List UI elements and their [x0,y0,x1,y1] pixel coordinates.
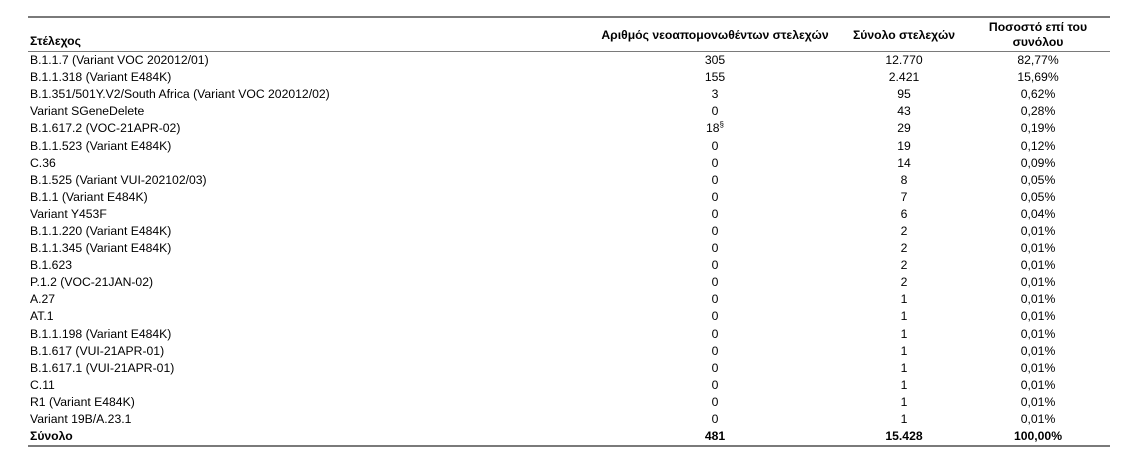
cell-total: 95 [897,87,911,102]
new-isolates-value: 0 [711,104,719,119]
cell-strain: B.1.1.345 (Variant E484K) [30,241,172,256]
cell-strain: B.1.1.198 (Variant E484K) [30,326,172,341]
cell-total: 6 [900,206,908,221]
cell-percent: 0,01% [1020,309,1056,324]
cell-new-isolates [588,377,842,394]
table-row [28,377,1110,394]
table-row [28,69,1110,86]
table-row [28,326,1110,343]
new-isolates-value: 0 [711,343,719,358]
cell-new-isolates [588,52,842,70]
cell-total: 43 [897,104,911,119]
header-percent: Ποσοστό επί του συνόλου [988,20,1088,49]
cell-percent: 82,77% [1017,53,1059,68]
cell-strain: B.1.617 (VUI-21APR-01) [30,343,165,358]
cell-strain: Variant 19B/A.23.1 [30,412,132,427]
cell-strain: B.1.1.220 (Variant E484K) [30,223,172,238]
header-row [28,17,1110,52]
cell-percent: 0,01% [1020,377,1056,392]
strains-table-container [28,16,1110,447]
cell-new-isolates [588,308,842,325]
cell-percent: 0,01% [1020,241,1056,256]
table-row [28,343,1110,360]
cell-percent: 0,62% [1020,87,1056,102]
cell-total: 14 [897,155,911,170]
total-total: 15.428 [885,429,923,444]
cell-strain: C.11 [30,377,55,392]
cell-strain: B.1.1.318 (Variant E484K) [30,70,172,85]
table-row [28,86,1110,103]
cell-total: 1 [900,360,908,375]
cell-total: 1 [900,326,908,341]
cell-strain: B.1.623 [30,258,73,273]
cell-total: 29 [897,121,911,136]
cell-total: 8 [900,172,908,187]
cell-total: 1 [900,309,908,324]
new-isolates-value: 0 [711,155,719,170]
cell-new-isolates [588,155,842,172]
cell-total: 2 [900,241,908,256]
cell-total: 2 [900,223,908,238]
cell-total: 2.421 [888,70,920,85]
cell-percent: 0,01% [1020,275,1056,290]
cell-percent: 0,01% [1020,223,1056,238]
table-row [28,394,1110,411]
new-isolates-value: 3 [711,87,719,102]
cell-total: 1 [900,343,908,358]
new-isolates-value: 0 [711,326,719,341]
new-isolates-value: 0 [711,138,719,153]
new-isolates-value: 0 [711,292,719,307]
new-isolates-value: 0 [711,412,719,427]
cell-new-isolates [588,411,842,428]
cell-percent: 0,04% [1020,206,1056,221]
new-isolates-value: 0 [711,360,719,375]
cell-percent: 0,01% [1020,343,1056,358]
cell-total: 1 [900,394,908,409]
table-row [28,360,1110,377]
new-isolates-value: 0 [711,377,719,392]
new-isolates-value: 0 [711,258,719,273]
table-header [28,17,1110,52]
cell-new-isolates [588,291,842,308]
new-isolates-value: 18 [705,121,720,136]
cell-percent: 0,01% [1020,258,1056,273]
cell-strain: Variant Y453F [30,206,107,221]
cell-percent: 0,19% [1020,121,1056,136]
cell-new-isolates [588,86,842,103]
new-isolates-value: 305 [704,53,726,68]
table-row [28,291,1110,308]
strains-table [28,16,1110,447]
new-isolates-value: 0 [711,223,719,238]
cell-new-isolates [588,274,842,291]
table-row [28,120,1110,137]
cell-strain: A.27 [30,292,56,307]
cell-new-isolates [588,360,842,377]
table-row [28,155,1110,172]
cell-total: 1 [900,412,908,427]
cell-total: 1 [900,292,908,307]
cell-strain: B.1.1 (Variant E484K) [30,189,148,204]
cell-new-isolates [588,172,842,189]
cell-percent: 0,12% [1020,138,1056,153]
table-row [28,240,1110,257]
new-isolates-value: 0 [711,206,719,221]
cell-new-isolates [588,137,842,154]
table-row [28,308,1110,325]
cell-strain: B.1.1.523 (Variant E484K) [30,138,172,153]
cell-new-isolates [588,326,842,343]
cell-percent: 0,01% [1020,360,1056,375]
table-row [28,103,1110,120]
total-label: Σύνολο [30,429,73,444]
new-isolates-value: 0 [711,241,719,256]
cell-new-isolates [588,69,842,86]
new-isolates-value: 0 [711,189,719,204]
cell-percent: 0,09% [1020,155,1056,170]
cell-new-isolates [588,120,842,137]
cell-strain: Variant SGeneDelete [30,104,145,119]
cell-percent: 0,28% [1020,104,1056,119]
cell-new-isolates [588,103,842,120]
cell-total: 2 [900,275,908,290]
table-row [28,52,1110,70]
header-total-strains: Σύνολο στελεχών [852,27,956,42]
cell-percent: 15,69% [1017,70,1059,85]
table-row [28,189,1110,206]
cell-strain: R1 (Variant E484K) [30,394,135,409]
cell-percent: 0,05% [1020,189,1056,204]
cell-strain: B.1.617.2 (VOC-21APR-02) [30,121,181,136]
cell-strain: B.1.351/501Y.V2/South Africa (Variant VOC 202012/02) [30,87,330,102]
table-row [28,206,1110,223]
cell-new-isolates [588,394,842,411]
cell-strain: B.1.617.1 (VUI-21APR-01) [30,360,175,375]
cell-total: 2 [900,258,908,273]
cell-new-isolates [588,223,842,240]
total-new: 481 [704,429,726,444]
table-row [28,172,1110,189]
header-new-isolates: Αριθμός νεοαπομονωθέντων στελεχών [601,27,829,42]
cell-strain: B.1.525 (Variant VUI-202102/03) [30,172,207,187]
new-isolates-value: 0 [711,394,719,409]
header-strain: Στέλεχος [30,34,81,48]
cell-new-isolates [588,240,842,257]
cell-total: 12.770 [885,53,923,68]
cell-total: 19 [897,138,911,153]
cell-total: 7 [900,189,908,204]
cell-percent: 0,01% [1020,326,1056,341]
new-isolates-value: 155 [704,70,726,85]
total-row [28,428,1110,446]
cell-strain: B.1.1.7 (Variant VOC 202012/01) [30,53,209,68]
cell-percent: 0,05% [1020,172,1056,187]
cell-total: 1 [900,377,908,392]
table-row [28,223,1110,240]
cell-strain: AT.1 [30,309,54,324]
table-row [28,411,1110,428]
cell-new-isolates [588,257,842,274]
footnote-mark: § [719,120,724,130]
cell-new-isolates [588,343,842,360]
new-isolates-value: 0 [711,275,719,290]
cell-percent: 0,01% [1020,292,1056,307]
table-body [28,52,1110,429]
cell-strain: P.1.2 (VOC-21JAN-02) [30,275,154,290]
cell-new-isolates [588,206,842,223]
cell-percent: 0,01% [1020,394,1056,409]
table-row [28,274,1110,291]
cell-strain: C.36 [30,155,56,170]
cell-new-isolates [588,189,842,206]
cell-percent: 0,01% [1020,412,1056,427]
new-isolates-value: 0 [711,172,719,187]
table-row [28,137,1110,154]
table-row [28,257,1110,274]
new-isolates-value: 0 [711,309,719,324]
total-percent: 100,00% [1013,429,1063,444]
